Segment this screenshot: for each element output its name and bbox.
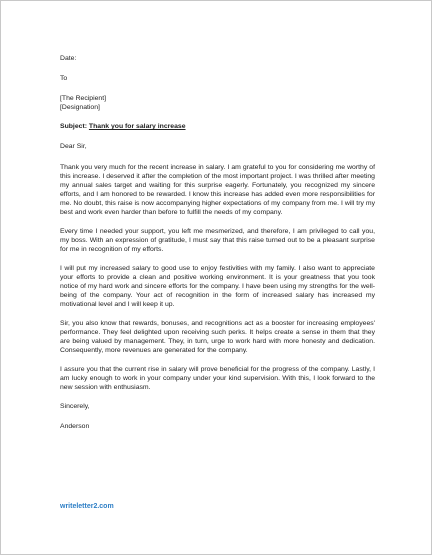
website-link[interactable]: writeletter2.com (60, 503, 114, 510)
signature-name: Anderson (60, 422, 90, 430)
date-label: Date: (60, 55, 77, 62)
subject-label: Subject: (60, 123, 87, 131)
letter-body (60, 54, 375, 431)
salutation: Dear Sir, (60, 143, 87, 151)
subject-title: Thank you for salary increase (88, 123, 186, 131)
closing: Sincerely, (60, 402, 90, 410)
paragraph-3: I will put my increased salary to good use to enjoy festivities with my family. I also want to appreciate your efforts to provide a clean and positive working environment. It is your greatness that you took notice of my hard work and sincere efforts for the company. I have been using my strengths for the well-being of the company. Your act of recognition in the form of increased salary has increased my motivational level and I will keep it up. (60, 264, 375, 308)
paragraph-5: I assure you that the current rise in salary will prove beneficial for the progress of the company. Lastly, I am lucky enough to work in your company under your kind supervision. With this, I look forward to the new session with enthusiasm. (60, 365, 375, 391)
designation-placeholder: [Designation] (60, 104, 100, 112)
to-label: To (60, 75, 68, 83)
paragraph-1: Thank you very much for the recent increase in salary. I am grateful to you for considering me worthy of this increase. I deserved it after the completion of the most important project. I was thrilled after meeting my annual sales target and waiting for this surprise eagerly. Fortunately, you recognized my sincere efforts, and I am honored to be rewarded. I know this increase has added even more responsibilities for me. No doubt, this raise is now accompanying higher expectations of my company from me. I will try my best and work even harder than before to fulfill the needs of my company. (60, 163, 375, 217)
subject-line (60, 122, 375, 131)
paragraph-4: Sir, you also know that rewards, bonuses, and recognitions act as a booster for increasing employees' performance. They feel delighted upon receiving such perks. It helps create a sense in them that they are being valued by management. They, in turn, urge to work hard with more honesty and dedication. Consequently, more revenues are generated for the company. (60, 319, 375, 354)
recipient-placeholder: [The Recipient] (60, 95, 107, 103)
paragraph-2: Every time I needed your support, you left me mesmerized, and therefore, I am privileged to call you, my boss. With an expression of gratitude, I must say that this raise turned out to be a pleasant surprise for me in recognition of my efforts. (60, 227, 375, 253)
